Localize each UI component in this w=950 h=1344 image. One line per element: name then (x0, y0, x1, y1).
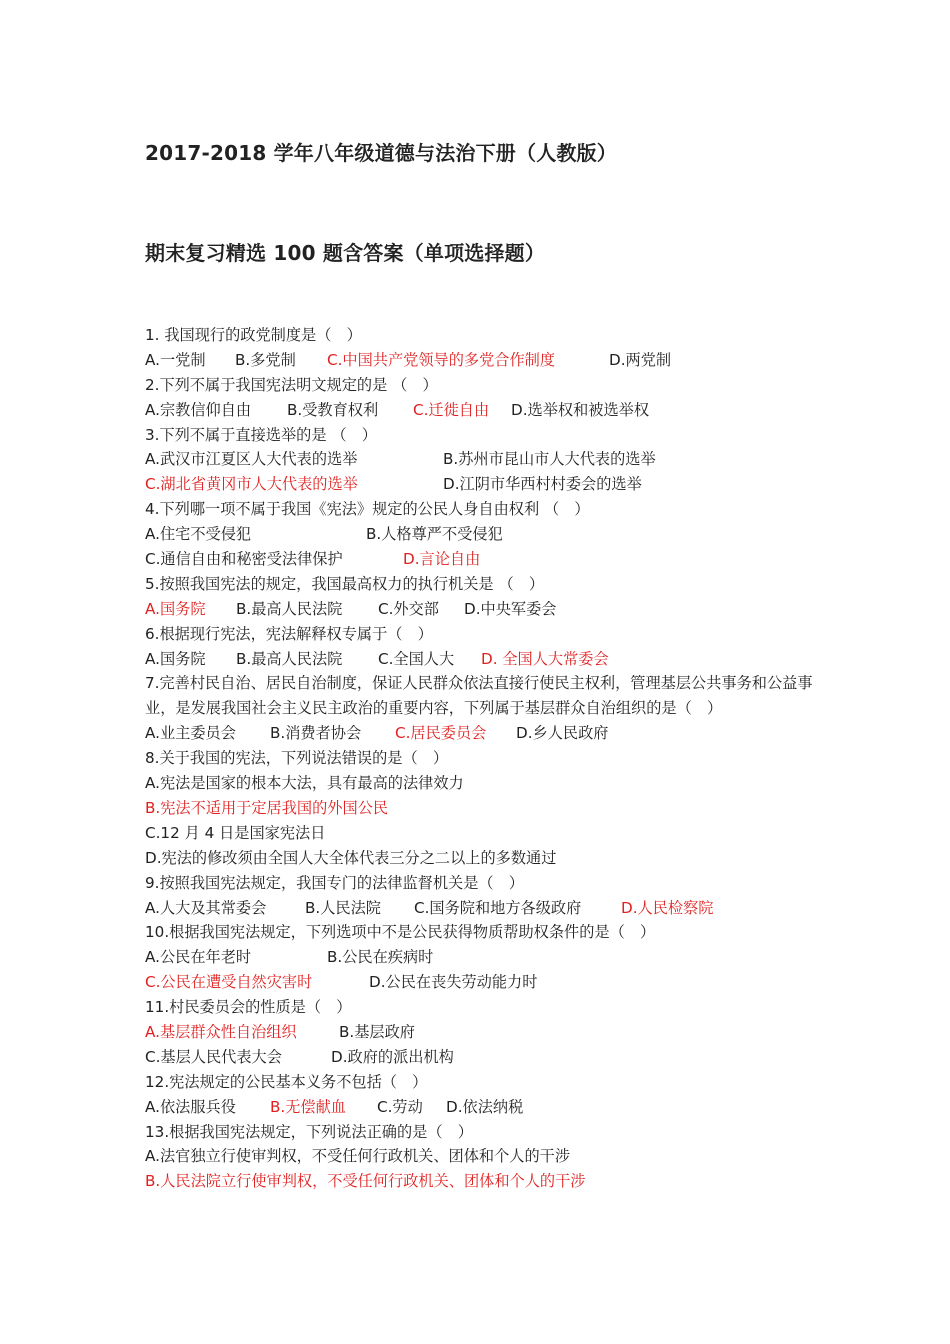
question-line (145, 796, 815, 821)
question-line (145, 597, 815, 622)
question-text: 4.下列哪一项不属于我国《宪法》规定的公民人身自由权利 （ ） (145, 500, 590, 519)
question-line (145, 423, 815, 448)
option-text: B.最高人民法院 (236, 599, 343, 618)
option-text: B.多党制 (235, 350, 296, 369)
question-line (145, 896, 815, 921)
question-text: C.12 月 4 日是国家宪法日 (145, 823, 326, 842)
option-text: D.公民在丧失劳动能力时 (369, 973, 538, 992)
question-text: 9.按照我国宪法规定，我国专门的法律监督机关是（ ） (145, 873, 524, 892)
question-line (145, 622, 815, 647)
document-subtitle: 期末复习精选 100 题含答案（单项选择题） (145, 241, 546, 265)
answer-option: D.言论自由 (403, 550, 481, 569)
answer-option: B.无偿献血 (270, 1097, 346, 1116)
option-text: C.外交部 (378, 599, 439, 618)
option-text: A.国务院 (145, 649, 206, 668)
question-text: 10.根据我国宪法规定，下列选项中不是公民获得物质帮助权条件的是（ ） (145, 923, 656, 942)
option-text: D.政府的派出机构 (331, 1047, 454, 1066)
option-text: D.中央军委会 (464, 599, 557, 618)
question-text: A.宪法是国家的根本大法，具有最高的法律效力 (145, 774, 464, 793)
option-text: A.业主委员会 (145, 724, 236, 743)
question-line (145, 522, 815, 547)
question-text: 6.根据现行宪法，宪法解释权专属于（ ） (145, 624, 433, 643)
option-text: D.江阴市华西村村委会的选举 (443, 475, 642, 494)
question-text: 11.村民委员会的性质是（ ） (145, 998, 352, 1017)
option-text: C.劳动 (377, 1097, 423, 1116)
question-line (145, 447, 815, 472)
question-line (145, 920, 815, 945)
answer-option: C.中国共产党领导的多党合作制度 (327, 350, 556, 369)
question-text: A.法官独立行使审判权，不受任何行政机关、团体和个人的干涉 (145, 1147, 571, 1166)
option-text: C.国务院和地方各级政府 (414, 898, 582, 917)
question-line (145, 871, 815, 896)
option-text: A.一党制 (145, 350, 206, 369)
answer-option: C.迁徙自由 (413, 400, 490, 419)
option-text: A.宗教信仰自由 (145, 400, 252, 419)
question-line (145, 323, 815, 348)
question-line (145, 1169, 815, 1194)
option-text: A.住宅不受侵犯 (145, 525, 252, 544)
question-line (145, 572, 815, 597)
question-line (145, 1070, 815, 1095)
question-line (145, 497, 815, 522)
option-text: C.全国人大 (378, 649, 455, 668)
question-text: 1. 我国现行的政党制度是（ ） (145, 326, 362, 344)
answer-option: A.国务院 (145, 599, 206, 618)
question-line (145, 1144, 815, 1169)
question-line (145, 671, 815, 721)
answer-option: B.宪法不适用于定居我国的外国公民 (145, 798, 389, 817)
question-list (145, 323, 815, 1194)
question-text: 5.按照我国宪法的规定，我国最高权力的执行机关是 （ ） (145, 574, 545, 593)
answer-option: C.湖北省黄冈市人大代表的选举 (145, 475, 358, 494)
question-line (145, 995, 815, 1020)
question-line (145, 945, 815, 970)
question-line (145, 547, 815, 572)
option-text: D.依法纳税 (446, 1097, 524, 1116)
question-line (145, 1120, 815, 1145)
option-text: B.人格尊严不受侵犯 (366, 525, 503, 544)
answer-option: D. 全国人大常委会 (481, 649, 609, 668)
question-text: 8.关于我国的宪法，下列说法错误的是（ ） (145, 749, 449, 768)
option-text: D.选举权和被选举权 (511, 400, 650, 419)
question-line (145, 472, 815, 497)
answer-option: B.人民法院立行使审判权，不受任何行政机关、团体和个人的干涉 (145, 1172, 586, 1191)
option-text: B.苏州市昆山市人大代表的选举 (443, 450, 656, 469)
question-text: D.宪法的修改须由全国人大全体代表三分之二以上的多数通过 (145, 848, 557, 867)
question-line (145, 721, 815, 746)
option-text: B.公民在疾病时 (327, 948, 434, 967)
document-title: 2017-2018 学年八年级道德与法治下册（人教版） (145, 141, 617, 165)
question-text: 7.完善村民自治、居民自治制度，保证人民群众依法直接行使民主权利，管理基层公共事务和公益事业，是发展我国社会主义民主政治的重要内容，下列属于基层群众自治组织的是（ ） (145, 674, 813, 718)
question-line (145, 746, 815, 771)
option-text: B.受教育权利 (287, 400, 379, 419)
question-line (145, 970, 815, 995)
question-line (145, 846, 815, 871)
option-text: A.公民在年老时 (145, 948, 252, 967)
question-line (145, 373, 815, 398)
answer-option: C.居民委员会 (395, 724, 487, 743)
question-line (145, 821, 815, 846)
question-line (145, 1045, 815, 1070)
question-text: 13.根据我国宪法规定，下列说法正确的是（ ） (145, 1122, 473, 1141)
question-text: 12.宪法规定的公民基本义务不包括（ ） (145, 1072, 428, 1091)
option-text: A.依法服兵役 (145, 1097, 236, 1116)
question-line (145, 1020, 815, 1045)
option-text: B.最高人民法院 (236, 649, 343, 668)
answer-option: D.人民检察院 (621, 898, 714, 917)
option-text: A.武汉市江夏区人大代表的选举 (145, 450, 358, 469)
question-line (145, 1095, 815, 1120)
question-text: 3.下列不属于直接选举的是 （ ） (145, 425, 377, 444)
question-line (145, 348, 815, 373)
option-text: A.人大及其常委会 (145, 898, 267, 917)
answer-option: A.基层群众性自治组织 (145, 1022, 297, 1041)
option-text: B.人民法院 (305, 898, 381, 917)
option-text: D.两党制 (609, 350, 672, 369)
option-text: C.通信自由和秘密受法律保护 (145, 550, 343, 569)
option-text: D.乡人民政府 (516, 724, 609, 743)
question-line (145, 647, 815, 672)
answer-option: C.公民在遭受自然灾害时 (145, 973, 313, 992)
option-text: C.基层人民代表大会 (145, 1047, 282, 1066)
question-text: 2.下列不属于我国宪法明文规定的是 （ ） (145, 375, 438, 394)
question-line (145, 398, 815, 423)
option-text: B.消费者协会 (270, 724, 362, 743)
question-line (145, 771, 815, 796)
option-text: B.基层政府 (339, 1022, 415, 1041)
